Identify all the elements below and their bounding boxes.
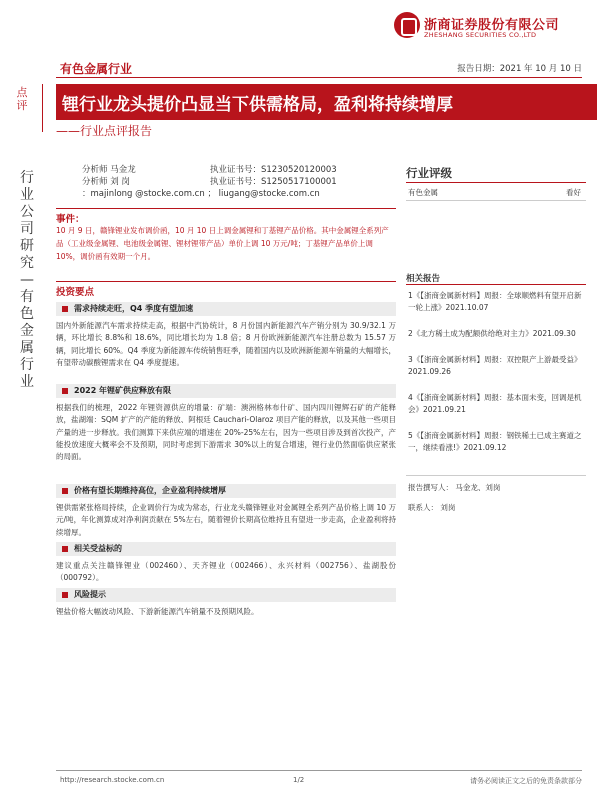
point-label: 价格有望长期维持高位，企业盈利持续增厚 <box>74 486 226 495</box>
rating-divider-bottom <box>406 200 586 201</box>
industry-label: 有色金属行业 <box>60 62 133 76</box>
point-body: 锂盐价格大幅波动风险、下游新能源汽车销量不及预期风险。 <box>56 607 259 616</box>
logo-company-name: 浙商证券股份有限公司 <box>424 18 560 33</box>
related-report-item[interactable]: 4《【浙商金属新材料】周报：基本面未变，回调是机会》2021.09.21 <box>408 393 582 414</box>
rating-value: 看好 <box>566 188 581 197</box>
report-date: 报告日期：2021 年 10 月 10 日 <box>457 64 582 74</box>
report-title: 锂行业龙头提价凸显当下供需格局，盈利将持续增厚 <box>62 95 453 115</box>
analyst-2-cert: 执业证书号：S1250517100001 <box>210 177 337 187</box>
point-label: 相关受益标的 <box>74 544 122 553</box>
bullet-square-icon <box>62 592 68 598</box>
analyst-2-name: 分析师 刘 岗 <box>82 177 130 187</box>
bullet-square-icon <box>62 306 68 312</box>
related-reports-divider-bottom <box>406 475 586 476</box>
related-report-item[interactable]: 2《北方稀土成为配额供给绝对主力》2021.09.30 <box>408 329 576 338</box>
event-body: 10 月 9 日，赣锋锂业发布调价函，10 月 10 日上调金属锂和丁基锂产品价格。其中金属锂全系列产品（工业级金属锂、电池级金属锂、锂材锂带产品）单价上调 10 万元/吨；丁基锂产品单价上调 10%，调价函有效期一个月。 <box>56 226 389 261</box>
event-divider <box>56 208 396 209</box>
point-body: 锂供需紧张格局持续，企业调价行为成为常态，行业龙头赣锋锂业对金属锂全系列产品价格上调 10 万元/吨，年化测算成对净利润贡献在 5%左右，随着锂价长期高位维持且有望进一步走高，企业盈利将持续增厚。 <box>56 503 396 537</box>
bullet-square-icon <box>62 546 68 552</box>
analyst-1-name: 分析师 马金龙 <box>82 165 136 175</box>
logo-company-name-en: ZHESHANG SECURITIES CO.,LTD <box>424 31 537 39</box>
investment-divider <box>56 281 396 282</box>
footer-disclaimer: 请务必阅读正文之后的免责条款部分 <box>470 777 582 785</box>
event-heading: 事件： <box>56 214 85 225</box>
point-label: 风险提示 <box>74 590 106 599</box>
report-subtitle: ——行业点评报告 <box>56 124 153 138</box>
analyst-emails[interactable]: ：majinlong @stocke.com.cn ； liugang@stocke.com.cn <box>82 189 320 199</box>
footer-url[interactable]: http://research.stocke.com.cn <box>60 776 165 784</box>
side-vertical-label: 行业公司研究—有色金属行业 <box>20 170 34 390</box>
rating-divider <box>406 182 586 183</box>
side-tab-label: 点评 <box>16 86 28 112</box>
investment-heading: 投资要点 <box>56 287 95 298</box>
related-reports-divider <box>406 284 586 285</box>
point-bar <box>56 588 396 602</box>
point-body: 根据我们的梳理，2022 年锂资源供应的增量：矿端：澳洲格林布什矿、国内四川锂辉石矿的产能释放，盐湖端：SQM 扩产的产能的释放、阿根廷 Cauchari-Olaroz 项目产能的释放，以及其他一些项目产量的进一步释放。我们测算下来供应端的增速在 20%-25%左右，因为一些项目涉及到首次投产，产能投放速度大概率会不及预期，同时考虑到下游需求 30%以上的复合增速，锂行业仍然面临供应紧张的局面。 <box>56 403 396 462</box>
point-label: 需求持续走旺，Q4 季度有望加速 <box>74 304 194 313</box>
rating-title: 行业评级 <box>406 166 452 180</box>
related-report-item[interactable]: 1《【浙商金属新材料】周报：全球顺燃料有望开启新一轮上涨》2021.10.07 <box>408 291 582 312</box>
point-label: 2022 年锂矿供应释放有限 <box>74 386 172 395</box>
footer-divider <box>56 770 582 771</box>
analyst-1-cert: 执业证书号：S1230520120003 <box>210 165 337 175</box>
side-tab-divider <box>42 84 43 132</box>
bullet-square-icon <box>62 488 68 494</box>
related-report-item[interactable]: 5《【浙商金属新材料】周报：钢铁稀土已成主赛道之一，继续看涨!》2021.09.12 <box>408 431 582 452</box>
related-reports-title: 相关报告 <box>406 274 441 284</box>
report-contact: 联系人： 刘岗 <box>408 503 456 512</box>
page-number: 1/2 <box>293 776 305 784</box>
related-report-item[interactable]: 3《【浙商金属新材料】周报：双控限产上游最受益》2021.09.26 <box>408 355 582 376</box>
point-body: 建议重点关注赣锋锂业（002460）、天齐锂业（002466）、永兴材料（002756）、盐湖股份（000792）。 <box>56 561 396 583</box>
company-logo-icon <box>394 12 420 38</box>
rating-industry: 有色金属 <box>408 188 438 197</box>
bullet-square-icon <box>62 388 68 394</box>
report-writers: 报告撰写人： 马金龙、刘岗 <box>408 483 501 492</box>
header-divider <box>56 77 582 78</box>
point-body: 国内外新能源汽车需求持续走高，根据中汽协统计，8 月份国内新能源汽车产销分别为 30.9/32.1 万辆，环比增长 8.8%和 18.6%，同比增长均为 1.8 倍；8 月份欧洲新能源汽车注册总数为 15.57 万辆，同比增长 60%。Q4 季度为新能源车传统销售旺季，随着国内以及欧洲新能源车销量的大幅增长，有望带动碳酸锂需求在 Q4 季度提速。 <box>56 321 396 367</box>
